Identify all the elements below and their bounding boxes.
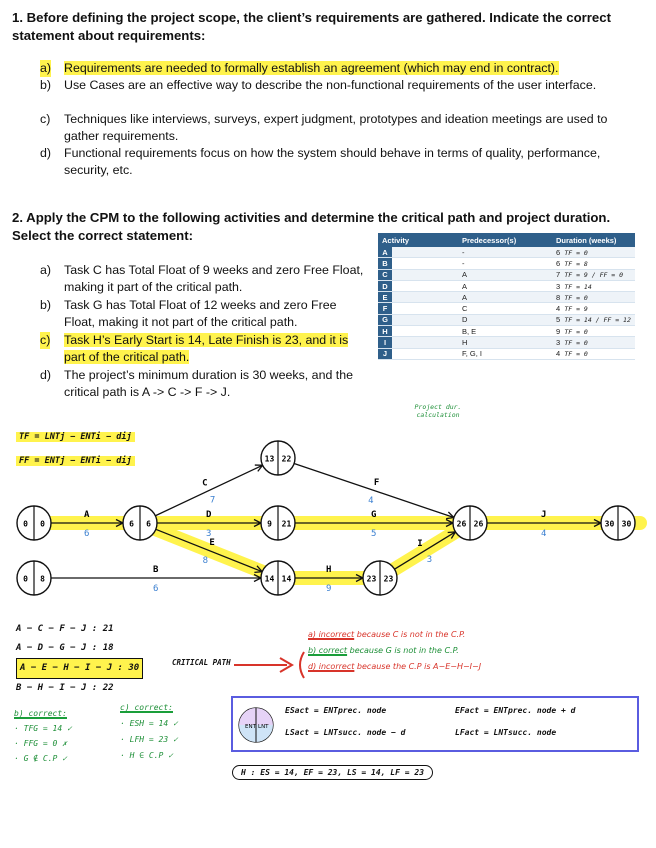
cell-activity: G bbox=[378, 314, 392, 325]
q2-option-c[interactable] bbox=[40, 332, 365, 367]
node-lnt: 30 bbox=[621, 519, 632, 529]
path-1: A − C − F − J : 21 bbox=[16, 624, 114, 634]
col-activity: Activity bbox=[378, 233, 458, 247]
legend-ent: ENT bbox=[245, 724, 256, 730]
question-1-title: 1. Before defining the project scope, the client’s requirements are gathered. Indicate the correct statement about requirements: bbox=[12, 10, 611, 43]
q2-option-a[interactable] bbox=[40, 262, 365, 297]
node-ent: 13 bbox=[264, 454, 275, 464]
edge-duration: 6 bbox=[84, 529, 90, 539]
eval-d: d) incorrect because the C.P is A−E−H−I−J bbox=[308, 662, 482, 671]
edge-duration: 3 bbox=[206, 529, 212, 539]
edge-label: I bbox=[417, 538, 423, 549]
table-row bbox=[378, 269, 635, 280]
cell-duration: 3 TF = 14 bbox=[552, 280, 635, 291]
table-row bbox=[378, 314, 635, 325]
cell-activity: F bbox=[378, 303, 392, 314]
option-text: Task C has Total Float of 9 weeks and zero Free Float, making it part of the critical path. bbox=[64, 263, 364, 294]
cell-duration: 7 TF = 9 / FF = 0 bbox=[552, 269, 635, 280]
edge-I bbox=[395, 532, 456, 569]
option-text: Task H’s Early Start is 14, Late Finish is 23, and it is part of the critical path. bbox=[64, 333, 349, 364]
node-ent: 6 bbox=[129, 519, 134, 529]
cell-activity: H bbox=[378, 326, 392, 337]
option-text: Requirements are needed to formally establish an agreement (which may end in contract). bbox=[64, 61, 559, 75]
lf-formula: LFact = LNTsucc. node bbox=[455, 728, 557, 737]
eval-b: b) correct because G is not in the C.P. bbox=[308, 646, 459, 655]
ef-formula: EFact = ENTprec. node + d bbox=[455, 706, 576, 715]
q1-option-c[interactable] bbox=[40, 111, 640, 145]
node-n0 bbox=[17, 561, 51, 595]
option-text: The project’s minimum duration is 30 weeks, and the critical path is A -> C -> F -> J. bbox=[64, 368, 354, 399]
node-lnt: 8 bbox=[40, 574, 45, 584]
edge-label: B bbox=[153, 565, 159, 575]
cell-activity: A bbox=[378, 247, 392, 258]
table-row bbox=[378, 303, 635, 314]
node-n6 bbox=[363, 561, 397, 595]
node-n2 bbox=[123, 506, 157, 540]
cell-predecessor: H bbox=[458, 337, 552, 348]
b-correct: b) correct: · TFG = 14 ✓ · FFG = 0 ✗ · G ∉ C.P ✓ bbox=[14, 709, 72, 763]
arrow-to-eval bbox=[232, 650, 312, 680]
option-label: c) bbox=[40, 333, 51, 347]
node-lnt: 21 bbox=[281, 519, 292, 529]
edge-label: J bbox=[541, 510, 547, 520]
node-n4 bbox=[261, 506, 295, 540]
q2-option-b[interactable] bbox=[40, 297, 365, 332]
cell-spacer bbox=[392, 314, 458, 325]
node-lnt: 22 bbox=[281, 454, 292, 464]
option-label: b) bbox=[40, 78, 52, 92]
cell-activity: D bbox=[378, 280, 392, 291]
edge-duration: 9 bbox=[326, 584, 332, 594]
node-ent: 23 bbox=[366, 574, 377, 584]
cell-activity: E bbox=[378, 292, 392, 303]
path-4: B − H − I − J : 22 bbox=[16, 683, 114, 693]
cell-predecessor: C bbox=[458, 303, 552, 314]
option-label: b) bbox=[40, 298, 52, 312]
evaluation-notes bbox=[308, 627, 481, 675]
cell-spacer bbox=[392, 280, 458, 291]
node-lnt: 0 bbox=[40, 519, 45, 529]
cell-activity: I bbox=[378, 337, 392, 348]
table-row bbox=[378, 326, 635, 337]
ls-formula: LSact = LNTsucc. node − d bbox=[285, 728, 406, 737]
cell-spacer bbox=[392, 348, 458, 359]
node-ent: 9 bbox=[267, 519, 272, 529]
ff-formula: FF = ENTj − ENTi − dij bbox=[16, 456, 135, 466]
path-list bbox=[16, 620, 143, 698]
edge-C bbox=[155, 465, 262, 516]
node-legend bbox=[237, 706, 277, 744]
node-ent: 0 bbox=[23, 519, 28, 529]
cell-predecessor: B, E bbox=[458, 326, 552, 337]
option-label: d) bbox=[40, 146, 52, 160]
cell-duration: 8 TF = 0 bbox=[552, 292, 635, 303]
node-lnt: 23 bbox=[383, 574, 394, 584]
node-ent: 30 bbox=[604, 519, 615, 529]
cell-predecessor: A bbox=[458, 280, 552, 291]
cell-activity: C bbox=[378, 269, 392, 280]
q2-title-line1: 2. Apply the CPM to the following activities and determine the critical path and project duration. bbox=[12, 210, 611, 225]
activity-table-wrap bbox=[378, 233, 635, 419]
node-n7 bbox=[453, 506, 487, 540]
option-label: a) bbox=[40, 61, 52, 75]
cell-predecessor: - bbox=[458, 258, 552, 269]
node-n5 bbox=[261, 561, 295, 595]
cell-duration: 5 TF = 14 / FF = 12 bbox=[552, 314, 635, 325]
option-label: c) bbox=[40, 112, 51, 126]
node-lnt: 14 bbox=[281, 574, 292, 584]
cell-predecessor: A bbox=[458, 269, 552, 280]
option-text: Use Cases are an effective way to describe the non-functional requirements of the user interface. bbox=[64, 78, 597, 92]
edge-label: H bbox=[326, 565, 332, 575]
option-text: Functional requirements focus on how the system should behave in terms of quality, performance, security, etc. bbox=[64, 146, 601, 177]
table-row bbox=[378, 292, 635, 303]
node-lnt: 6 bbox=[146, 519, 151, 529]
cell-duration: 4 TF = 9 bbox=[552, 303, 635, 314]
cell-predecessor: F, G, I bbox=[458, 348, 552, 359]
edge-duration: 7 bbox=[209, 495, 216, 506]
col-predecessors: Predecessor(s) bbox=[458, 233, 552, 247]
question-2-options bbox=[40, 262, 365, 402]
cell-spacer bbox=[392, 247, 458, 258]
table-row bbox=[378, 348, 635, 359]
cell-predecessor: - bbox=[458, 247, 552, 258]
cell-duration: 6 TF = 0 bbox=[552, 247, 635, 258]
edge-duration: 5 bbox=[371, 529, 377, 539]
edge-duration: 4 bbox=[541, 529, 547, 539]
edge-label: F bbox=[373, 477, 380, 488]
cell-predecessor: A bbox=[458, 292, 552, 303]
edge-label: E bbox=[209, 538, 215, 549]
cell-duration: 6 TF = 8 bbox=[552, 258, 635, 269]
node-lnt: 26 bbox=[473, 519, 484, 529]
tf-formula: TF = LNTj − ENTi − dij bbox=[16, 432, 135, 442]
node-n1 bbox=[17, 506, 51, 540]
table-row bbox=[378, 247, 635, 258]
edge-label: D bbox=[206, 510, 212, 520]
critical-path-label: CRITICAL PATH bbox=[172, 658, 231, 667]
cpm-network bbox=[0, 420, 656, 610]
eval-a: a) incorrect because C is not in the C.P. bbox=[308, 630, 466, 639]
edge-duration: 8 bbox=[202, 555, 209, 566]
option-label: a) bbox=[40, 263, 52, 277]
table-row bbox=[378, 258, 635, 269]
edge-duration: 4 bbox=[368, 496, 374, 507]
edge-duration: 6 bbox=[153, 584, 159, 594]
q1-option-d[interactable] bbox=[40, 145, 640, 179]
cell-spacer bbox=[392, 303, 458, 314]
cell-activity: B bbox=[378, 258, 392, 269]
question-1-options bbox=[40, 60, 640, 179]
table-row bbox=[378, 280, 635, 291]
node-formula-box bbox=[231, 696, 639, 752]
cell-duration: 9 TF = 0 bbox=[552, 326, 635, 337]
cell-spacer bbox=[392, 258, 458, 269]
option-label: d) bbox=[40, 368, 52, 382]
option-text: Task G has Total Float of 12 weeks and zero Free Float, making it not part of the critical path. bbox=[64, 298, 337, 329]
edge-label: C bbox=[202, 478, 208, 489]
cell-predecessor: D bbox=[458, 314, 552, 325]
node-n8 bbox=[601, 506, 635, 540]
node-n3 bbox=[261, 441, 295, 475]
node-ent: 26 bbox=[456, 519, 467, 529]
edge-label: A bbox=[84, 510, 90, 520]
cell-duration: 4 TF = 0 bbox=[552, 348, 635, 359]
path-2: A − D − G − J : 18 bbox=[16, 643, 114, 653]
cell-spacer bbox=[392, 292, 458, 303]
h-summary: H : ES = 14, EF = 23, LS = 14, LF = 23 bbox=[232, 765, 433, 780]
cell-spacer bbox=[392, 269, 458, 280]
cell-activity: J bbox=[378, 348, 392, 359]
q1-option-b[interactable] bbox=[40, 77, 640, 111]
q2-option-d[interactable] bbox=[40, 367, 365, 402]
cell-spacer bbox=[392, 326, 458, 337]
node-ent: 14 bbox=[264, 574, 275, 584]
path-3: A − E − H − I − J : 30 bbox=[16, 658, 143, 679]
legend-lnt: LNT bbox=[258, 724, 269, 730]
table-side-note: Project dur. calculation bbox=[414, 403, 462, 419]
es-formula: ESact = ENTprec. node bbox=[285, 706, 387, 715]
cell-spacer bbox=[392, 337, 458, 348]
edge-duration: 3 bbox=[426, 555, 433, 566]
edge-label: G bbox=[371, 510, 377, 520]
table-row bbox=[378, 337, 635, 348]
c-correct: c) correct: · ESH = 14 ✓ · LFH = 23 ✓ · H ∈ C.P ✓ bbox=[120, 703, 178, 760]
cell-duration: 3 TF = 0 bbox=[552, 337, 635, 348]
q2-title-line2: Select the correct statement: bbox=[12, 228, 194, 243]
col-duration: Duration (weeks) bbox=[552, 233, 635, 247]
option-text: Techniques like interviews, surveys, expert judgment, prototypes and ideation meetings are used to gather requirements. bbox=[64, 112, 608, 143]
node-ent: 0 bbox=[23, 574, 28, 584]
activity-table bbox=[378, 233, 635, 360]
q1-option-a[interactable] bbox=[40, 60, 640, 77]
